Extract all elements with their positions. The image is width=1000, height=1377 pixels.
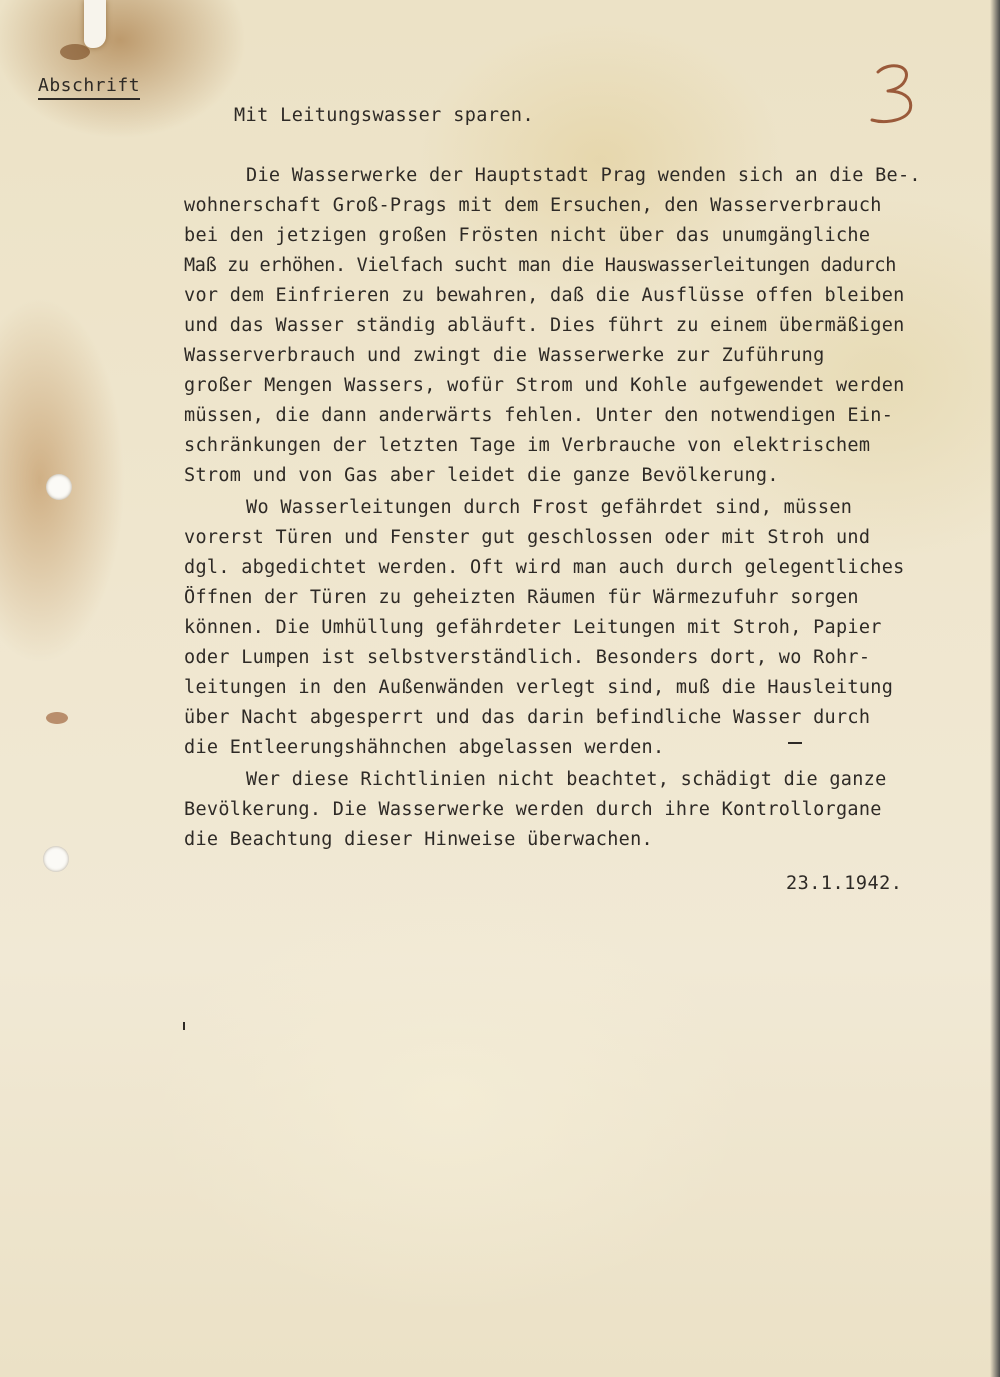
body-line: großer Mengen Wassers, wofür Strom und Kohle aufgewendet werden — [184, 375, 905, 396]
document-date: 23.1.1942. — [786, 873, 903, 894]
handwritten-page-number — [866, 58, 926, 128]
body-line: Wer diese Richtlinien nicht beachtet, schädigt die ganze — [246, 769, 887, 790]
punch-hole-lower — [43, 846, 69, 872]
body-line: vorerst Türen und Fenster gut geschlossen oder mit Stroh und — [184, 527, 871, 548]
body-line: schränkungen der letzten Tage im Verbrauche von elektrischem — [184, 435, 871, 456]
body-line: Wasserverbrauch und zwingt die Wasserwerke zur Zuführung — [184, 345, 825, 366]
body-line: Die Wasserwerke der Hauptstadt Prag wenden sich an die Be-. — [246, 165, 921, 186]
body-line: die Entleerungshähnchen abgelassen werden. — [184, 737, 665, 758]
rust-stain — [60, 44, 90, 60]
body-line: Wo Wasserleitungen durch Frost gefährdet sind, müssen — [246, 497, 853, 518]
body-line: dgl. abgedichtet werden. Oft wird man auch durch gelegentliches — [184, 557, 905, 578]
rust-stain — [46, 712, 68, 724]
body-line: die Beachtung dieser Hinweise überwachen. — [184, 829, 653, 850]
body-line: vor dem Einfrieren zu bewahren, daß die Ausflüsse offen bleiben — [184, 285, 905, 306]
stray-typewriter-mark — [183, 1022, 185, 1030]
body-line: müssen, die dann anderwärts fehlen. Unter den notwendigen Ein- — [184, 405, 894, 426]
torn-corner — [84, 0, 106, 48]
page-edge-shadow — [990, 0, 1000, 1377]
body-line: Öffnen der Türen zu geheizten Räumen für Wärmezufuhr sorgen — [184, 587, 859, 608]
header-label: Abschrift — [38, 74, 140, 100]
document-title: Mit Leitungswasser sparen. — [234, 105, 534, 126]
body-line: bei den jetzigen großen Frösten nicht über das unumgängliche — [184, 225, 871, 246]
stray-typewriter-mark — [788, 742, 802, 744]
body-line: Maß zu erhöhen. Vielfach sucht man die Hauswasserleitungen dadurch — [184, 255, 897, 276]
body-line: oder Lumpen ist selbstverständlich. Besonders dort, wo Rohr- — [184, 647, 871, 668]
body-line: können. Die Umhüllung gefährdeter Leitungen mit Stroh, Papier — [184, 617, 882, 638]
body-line: Bevölkerung. Die Wasserwerke werden durch ihre Kontrollorgane — [184, 799, 882, 820]
body-line: leitungen in den Außenwänden verlegt sind, muß die Hausleitung — [184, 677, 894, 698]
punch-hole-upper — [46, 474, 72, 500]
body-line: und das Wasser ständig abläuft. Dies führt zu einem übermäßigen — [184, 315, 905, 336]
body-line: wohnerschaft Groß-Prags mit dem Ersuchen, den Wasserverbrauch — [184, 195, 882, 216]
body-line: über Nacht abgesperrt und das darin befindliche Wasser durch — [184, 707, 871, 728]
body-line: Strom und von Gas aber leidet die ganze Bevölkerung. — [184, 465, 779, 486]
